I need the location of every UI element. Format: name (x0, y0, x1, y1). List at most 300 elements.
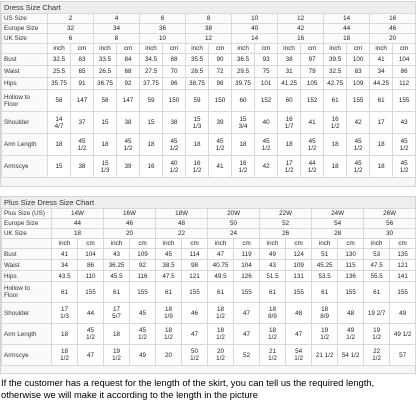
measurement-cell: 116 (130, 271, 156, 282)
size-label: UK Size (2, 34, 48, 44)
measurement-cell: 19 1/2 (364, 324, 390, 345)
unit-cell: inch (48, 44, 71, 54)
measurement-cell: 38 (71, 156, 94, 178)
measurement-cell: 20 1/2 (208, 345, 234, 366)
measurement-cell: 36.5 (232, 54, 255, 66)
measurement-cell: 43 (104, 249, 130, 260)
measurement-cell: 61 (312, 282, 338, 303)
measurement-row (2, 90, 416, 112)
measurement-cell: 46 (182, 303, 208, 324)
measurement-row (2, 345, 416, 366)
measurement-cell: 38 (163, 112, 186, 134)
measurement-row (2, 260, 416, 271)
measurement-cell: 27.5 (140, 66, 163, 78)
size-value: 24W (312, 209, 364, 219)
measurement-cell: 38 (278, 54, 301, 66)
size-value: 46 (370, 24, 416, 34)
size-row-uk-size (2, 229, 416, 239)
measurement-cell: 96 (163, 78, 186, 90)
measurement-cell: 70 (163, 66, 186, 78)
measurement-cell: 17 (370, 112, 393, 134)
measurement-cell: 61 (260, 282, 286, 303)
measurement-cell: 91 (71, 78, 94, 90)
measurement-cell: 43.5 (52, 271, 78, 282)
measurement-row (2, 66, 416, 78)
measurement-cell: 61 (104, 282, 130, 303)
note-line-1: If the customer has a request for the length of the skirt, you can tell us the required length, (1, 377, 375, 388)
size-value: 16 (278, 34, 324, 44)
measurement-label: Hips (2, 78, 48, 90)
unit-cell: inch (156, 239, 182, 249)
size-value: 48 (156, 219, 208, 229)
measurement-cell: 18 1/2 (260, 324, 286, 345)
size-row-us-size (2, 14, 416, 24)
measurement-cell: 119 (234, 249, 260, 260)
measurement-cell: 126 (234, 271, 260, 282)
measurement-cell: 35.75 (48, 78, 71, 90)
measurement-cell: 61 (52, 282, 78, 303)
measurement-cell: 14 4/7 (48, 112, 71, 134)
measurement-cell: 43 (260, 260, 286, 271)
measurement-cell: 150 (209, 90, 232, 112)
unit-cell: inch (364, 239, 390, 249)
measurement-cell: 155 (78, 282, 104, 303)
size-label: UK Size (2, 229, 52, 239)
measurement-cell: 16 (140, 156, 163, 178)
measurement-cell: 54 1/2 (286, 345, 312, 366)
measurement-cell: 55.5 (364, 271, 390, 282)
measurement-row (2, 249, 416, 260)
measurement-label: Waist (2, 260, 52, 271)
unit-cell: inch (278, 44, 301, 54)
measurement-cell: 54 1/2 (338, 345, 364, 366)
measurement-cell: 18 1/2 (52, 345, 78, 366)
size-value: 2 (48, 14, 94, 24)
measurement-row (2, 156, 416, 178)
measurement-cell: 53.5 (312, 271, 338, 282)
measurement-cell: 60 (278, 90, 301, 112)
measurement-cell: 45.5 (104, 271, 130, 282)
measurement-cell: 45 (156, 249, 182, 260)
unit-cell: inch (52, 239, 78, 249)
measurement-cell: 68 (117, 66, 140, 78)
plus-size-dress-chart (0, 196, 416, 374)
measurement-cell: 109 (286, 260, 312, 271)
size-value: 32 (48, 24, 94, 34)
size-value: 56 (364, 219, 416, 229)
size-label: Europe Size (2, 219, 52, 229)
measurement-cell: 43 (393, 112, 416, 134)
unit-cell: cm (163, 44, 186, 54)
measurement-cell: 18 (370, 156, 393, 178)
measurement-cell: 41 (370, 54, 393, 66)
measurement-cell: 18 1/2 (156, 324, 182, 345)
measurement-cell: 92 (117, 78, 140, 90)
measurement-row (2, 134, 416, 156)
size-value: 18W (156, 209, 208, 219)
measurement-cell: 19 1/2 (104, 345, 130, 366)
size-value: 34 (94, 24, 140, 34)
measurement-cell: 155 (130, 282, 156, 303)
size-value: 36 (140, 24, 186, 34)
measurement-label: Bust (2, 54, 48, 66)
measurement-cell: 115 (338, 260, 364, 271)
unit-cell: cm (301, 44, 324, 54)
measurement-cell: 40 (255, 112, 278, 134)
measurement-cell: 25.5 (48, 66, 71, 78)
measurement-cell: 42 (255, 156, 278, 178)
measurement-cell: 124 (286, 249, 312, 260)
measurement-cell: 93 (255, 54, 278, 66)
size-value: 20W (208, 209, 260, 219)
measurement-cell: 47.5 (364, 260, 390, 271)
measurement-cell: 83 (347, 66, 370, 78)
size-value: 8 (94, 34, 140, 44)
measurement-cell: 45 1/2 (393, 156, 416, 178)
measurement-cell: 135 (390, 249, 416, 260)
size-value: 26 (260, 229, 312, 239)
measurement-cell: 52 (234, 345, 260, 366)
measurement-cell: 32.5 (48, 54, 71, 66)
measurement-cell: 18 (324, 134, 347, 156)
measurement-label: Arm Length (2, 324, 52, 345)
unit-cell: inch (208, 239, 234, 249)
size-value: 28 (312, 229, 364, 239)
measurement-cell: 112 (393, 78, 416, 90)
measurement-cell: 44 1/2 (301, 156, 324, 178)
size-value: 14W (52, 209, 104, 219)
measurement-cell: 18 8/9 (312, 303, 338, 324)
measurement-cell: 18 (278, 134, 301, 156)
size-value: 14 (324, 14, 370, 24)
unit-label-blank (2, 239, 52, 249)
unit-cell: cm (338, 239, 364, 249)
measurement-cell: 31 (278, 66, 301, 78)
measurement-cell: 16 1/2 (324, 112, 347, 134)
size-value: 6 (48, 34, 94, 44)
size-value: 10 (232, 14, 278, 24)
size-value: 54 (312, 219, 364, 229)
measurement-cell: 155 (390, 282, 416, 303)
measurement-cell: 58 (94, 90, 117, 112)
measurement-cell: 45 1/2 (209, 134, 232, 156)
measurement-cell: 136 (338, 271, 364, 282)
size-value: 16W (104, 209, 156, 219)
measurement-cell: 100 (347, 54, 370, 66)
unit-row (2, 44, 416, 54)
size-value: 20 (370, 34, 416, 44)
measurement-cell: 155 (286, 282, 312, 303)
measurement-cell: 47 (286, 324, 312, 345)
unit-cell: inch (94, 44, 117, 54)
measurement-cell: 39 (209, 112, 232, 134)
measurement-label: Hollow to Floor (2, 282, 52, 303)
size-value: 24 (208, 229, 260, 239)
measurement-cell: 36.75 (94, 78, 117, 90)
measurement-cell: 49 (390, 303, 416, 324)
measurement-cell: 65 (71, 66, 94, 78)
measurement-cell: 51.5 (260, 271, 286, 282)
plus-size-chart-title: Plus Size Dress Size Chart (1, 197, 415, 208)
measurement-cell: 38 (117, 112, 140, 134)
measurement-cell: 58 (48, 90, 71, 112)
unit-cell: cm (130, 239, 156, 249)
measurement-label: Waist (2, 66, 48, 78)
unit-cell: inch (324, 44, 347, 54)
measurement-cell: 18 (324, 156, 347, 178)
unit-cell: inch (312, 239, 338, 249)
unit-cell: cm (117, 44, 140, 54)
measurement-cell: 17 1/3 (52, 303, 78, 324)
measurement-cell: 35.5 (186, 54, 209, 66)
measurement-cell: 41 (301, 112, 324, 134)
measurement-cell: 92 (130, 260, 156, 271)
size-value: 12 (278, 14, 324, 24)
unit-cell: cm (390, 239, 416, 249)
measurement-cell: 45 1/2 (255, 134, 278, 156)
plus-size-table (1, 208, 416, 366)
measurement-cell: 34.5 (140, 54, 163, 66)
measurement-cell: 59 (140, 90, 163, 112)
measurement-cell: 16 1/7 (278, 112, 301, 134)
measurement-cell: 26.5 (94, 66, 117, 78)
size-label: US Size (2, 14, 48, 24)
measurement-cell: 104 (78, 249, 104, 260)
note-line-2: otherwise we will make it according to the length in the picture (1, 389, 258, 400)
measurement-cell: 49.5 (208, 271, 234, 282)
measurement-cell: 18 (140, 134, 163, 156)
unit-cell: cm (286, 239, 312, 249)
measurement-row (2, 112, 416, 134)
measurement-cell: 45 1/2 (347, 156, 370, 178)
measurement-cell: 155 (338, 282, 364, 303)
measurement-cell: 38.75 (186, 78, 209, 90)
measurement-cell: 47 (208, 249, 234, 260)
size-value: 20 (104, 229, 156, 239)
measurement-cell: 49 1/2 (338, 324, 364, 345)
measurement-cell: 39.5 (324, 54, 347, 66)
measurement-cell: 61 (370, 90, 393, 112)
measurement-cell: 57 (390, 345, 416, 366)
measurement-cell: 37 (71, 112, 94, 134)
measurement-cell: 86 (78, 260, 104, 271)
measurement-cell: 40.75 (208, 260, 234, 271)
measurement-cell: 83 (71, 54, 94, 66)
size-row-europe-size (2, 219, 416, 229)
measurement-row (2, 282, 416, 303)
measurement-cell: 90 (209, 54, 232, 66)
measurement-cell: 147 (117, 90, 140, 112)
measurement-cell: 47 (78, 345, 104, 366)
size-value: 38 (186, 24, 232, 34)
measurement-cell: 45 1/2 (163, 134, 186, 156)
measurement-cell: 84 (117, 54, 140, 66)
measurement-cell: 15 3/4 (232, 112, 255, 134)
skirt-length-note (1, 377, 415, 401)
measurement-cell: 155 (234, 282, 260, 303)
measurement-cell: 147 (71, 90, 94, 112)
measurement-cell: 37.75 (140, 78, 163, 90)
unit-cell: inch (232, 44, 255, 54)
measurement-cell: 47 (234, 303, 260, 324)
measurement-cell: 49 (130, 345, 156, 366)
size-value: 26W (364, 209, 416, 219)
measurement-cell: 15 1/3 (94, 156, 117, 178)
measurement-cell: 47 (234, 324, 260, 345)
measurement-cell: 16 1/2 (186, 156, 209, 178)
measurement-cell: 121 (390, 260, 416, 271)
measurement-cell: 44.25 (370, 78, 393, 90)
unit-cell: cm (255, 44, 278, 54)
measurement-cell: 40 1/2 (163, 156, 186, 178)
measurement-cell: 131 (286, 271, 312, 282)
measurement-cell: 17 5/7 (104, 303, 130, 324)
unit-cell: inch (104, 239, 130, 249)
measurement-cell: 45 1/2 (130, 324, 156, 345)
size-row-us-size (2, 209, 416, 219)
measurement-cell: 39 (117, 156, 140, 178)
unit-cell: cm (209, 44, 232, 54)
size-label: Plus Size (US) (2, 209, 52, 219)
measurement-cell: 21 1/2 (260, 345, 286, 366)
size-value: 46 (104, 219, 156, 229)
measurement-cell: 152 (255, 90, 278, 112)
measurement-cell: 41 (209, 156, 232, 178)
size-value: 40 (232, 24, 278, 34)
measurement-cell: 18 8/9 (260, 303, 286, 324)
measurement-cell: 59 (186, 90, 209, 112)
dress-size-chart-title: Dress Size Chart (1, 2, 415, 13)
unit-cell: cm (78, 239, 104, 249)
dress-size-table (1, 13, 416, 178)
measurement-cell: 86 (393, 66, 416, 78)
measurement-cell: 104 (234, 260, 260, 271)
measurement-label: Armscye (2, 345, 52, 366)
measurement-cell: 16 1/2 (232, 156, 255, 178)
measurement-cell: 21 1/2 (312, 345, 338, 366)
size-value: 6 (140, 14, 186, 24)
measurement-cell: 15 1/3 (186, 112, 209, 134)
measurement-label: Hips (2, 271, 52, 282)
unit-cell: cm (347, 44, 370, 54)
measurement-cell: 45 1/2 (71, 134, 94, 156)
size-value: 4 (94, 14, 140, 24)
unit-cell: cm (182, 239, 208, 249)
measurement-cell: 15 (140, 112, 163, 134)
measurement-cell: 44 (78, 303, 104, 324)
unit-cell: cm (71, 44, 94, 54)
measurement-cell: 20 (156, 345, 182, 366)
measurement-label: Arm Length (2, 134, 48, 156)
size-value: 18 (52, 229, 104, 239)
measurement-row (2, 303, 416, 324)
measurement-cell: 97 (301, 54, 324, 66)
unit-label-blank (2, 44, 48, 54)
size-value: 16 (370, 14, 416, 24)
size-value: 52 (260, 219, 312, 229)
unit-cell: cm (393, 44, 416, 54)
size-label: Europe Size (2, 24, 48, 34)
unit-row (2, 239, 416, 249)
measurement-cell: 61 (156, 282, 182, 303)
measurement-cell: 79 (301, 66, 324, 78)
measurement-cell: 114 (182, 249, 208, 260)
measurement-cell: 75 (255, 66, 278, 78)
size-value: 22W (260, 209, 312, 219)
measurement-cell: 155 (347, 90, 370, 112)
measurement-cell: 45 1/2 (117, 134, 140, 156)
size-value: 30 (364, 229, 416, 239)
measurement-cell: 39.75 (232, 78, 255, 90)
measurement-cell: 45 1/2 (347, 134, 370, 156)
measurement-cell: 109 (130, 249, 156, 260)
measurement-cell: 155 (182, 282, 208, 303)
measurement-cell: 18 1/9 (156, 303, 182, 324)
measurement-cell: 33.5 (94, 54, 117, 66)
measurement-row (2, 54, 416, 66)
measurement-cell: 45.25 (312, 260, 338, 271)
size-value: 8 (186, 14, 232, 24)
measurement-row (2, 271, 416, 282)
measurement-cell: 19 1/2 (312, 324, 338, 345)
measurement-cell: 98 (209, 78, 232, 90)
measurement-cell: 121 (182, 271, 208, 282)
measurement-label: Armscye (2, 156, 48, 178)
measurement-cell: 18 (104, 324, 130, 345)
measurement-cell: 130 (338, 249, 364, 260)
size-value: 10 (140, 34, 186, 44)
unit-cell: inch (140, 44, 163, 54)
measurement-cell: 50 1/2 (182, 345, 208, 366)
measurement-cell: 42.75 (324, 78, 347, 90)
measurement-cell: 18 (48, 134, 71, 156)
measurement-cell: 17 1/2 (278, 156, 301, 178)
measurement-cell: 34 (52, 260, 78, 271)
measurement-label: Shoulder (2, 112, 48, 134)
measurement-cell: 98 (182, 260, 208, 271)
measurement-cell: 105 (301, 78, 324, 90)
measurement-cell: 15 (94, 112, 117, 134)
size-value: 50 (208, 219, 260, 229)
measurement-cell: 41 (52, 249, 78, 260)
measurement-cell: 53 (364, 249, 390, 260)
measurement-cell: 22 1/2 (364, 345, 390, 366)
measurement-cell: 18 (52, 324, 78, 345)
measurement-cell: 109 (347, 78, 370, 90)
measurement-cell: 18 (370, 134, 393, 156)
measurement-cell: 34 (370, 66, 393, 78)
measurement-row (2, 324, 416, 345)
measurement-cell: 104 (393, 54, 416, 66)
size-value: 44 (324, 24, 370, 34)
measurement-label: Shoulder (2, 303, 52, 324)
unit-cell: cm (234, 239, 260, 249)
measurement-cell: 45 1/2 (393, 134, 416, 156)
measurement-cell: 19 2/7 (364, 303, 390, 324)
measurement-cell: 45 (130, 303, 156, 324)
measurement-cell: 32.5 (324, 66, 347, 78)
measurement-cell: 42 (347, 112, 370, 134)
measurement-cell: 110 (78, 271, 104, 282)
measurement-cell: 150 (163, 90, 186, 112)
measurement-cell: 49 1/2 (390, 324, 416, 345)
size-value: 14 (232, 34, 278, 44)
measurement-cell: 88 (163, 54, 186, 66)
measurement-cell: 60 (232, 90, 255, 112)
size-value: 22 (156, 229, 208, 239)
measurement-cell: 47 (182, 324, 208, 345)
measurement-cell: 101 (255, 78, 278, 90)
